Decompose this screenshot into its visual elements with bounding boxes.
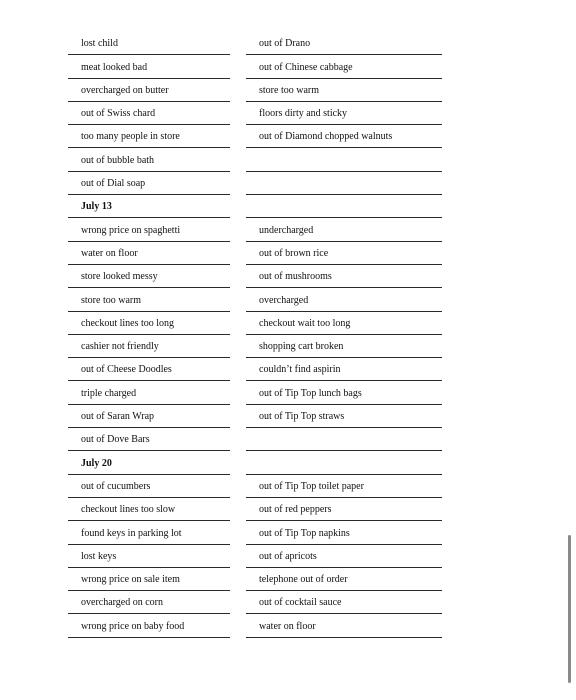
table-row <box>68 614 442 637</box>
left-column-cell <box>68 521 230 544</box>
left-column-cell <box>68 288 230 311</box>
left-column-cell <box>68 312 230 335</box>
right-column-cell <box>246 568 442 591</box>
left-column-cell <box>68 545 230 568</box>
left-column-cell <box>68 428 230 451</box>
right-column-cell <box>246 55 442 78</box>
right-column-text: shopping cart broken <box>259 341 344 353</box>
table-row <box>68 545 442 568</box>
right-column-cell <box>246 335 442 358</box>
right-column-cell <box>246 545 442 568</box>
left-column-text: wrong price on baby food <box>81 620 185 632</box>
left-column-cell <box>68 614 230 637</box>
table-row <box>68 358 442 381</box>
right-column-cell <box>246 242 442 265</box>
table-row <box>68 381 442 404</box>
left-column-text: wrong price on spaghetti <box>81 224 181 236</box>
right-column-cell <box>246 102 442 125</box>
left-column-text: wrong price on sale item <box>81 574 180 586</box>
left-column-text: checkout lines too slow <box>81 504 176 516</box>
right-column-text: out of red peppers <box>259 504 332 516</box>
table-row <box>68 125 442 148</box>
right-column-cell <box>246 381 442 404</box>
date-heading-cell <box>68 195 230 218</box>
date-heading-row <box>68 195 442 218</box>
left-column-cell <box>68 265 230 288</box>
table-row <box>68 498 442 521</box>
right-column-text: out of Tip Top toilet paper <box>259 480 364 492</box>
left-column-text: out of Dial soap <box>81 178 146 190</box>
table-row <box>68 172 442 195</box>
right-column-cell <box>246 172 442 195</box>
right-column-text: floors dirty and sticky <box>259 108 348 120</box>
left-column-text: out of Cheese Doodles <box>81 364 172 376</box>
left-column-cell <box>68 102 230 125</box>
table-row <box>68 405 442 428</box>
left-column-text: triple charged <box>81 387 137 399</box>
left-column-text: overcharged on butter <box>81 84 169 96</box>
table-row <box>68 335 442 358</box>
left-column-cell <box>68 172 230 195</box>
vertical-scrollbar[interactable] <box>568 535 571 683</box>
right-column-cell <box>246 451 442 474</box>
left-column-text: cashier not friendly <box>81 341 159 353</box>
right-column-text: water on floor <box>259 620 316 632</box>
table-row <box>68 288 442 311</box>
right-column-text: out of brown rice <box>259 247 329 259</box>
right-column-text: store too warm <box>259 84 319 96</box>
right-column-cell <box>246 148 442 171</box>
left-column-cell <box>68 405 230 428</box>
left-column-cell <box>68 148 230 171</box>
right-column-text: out of Tip Top lunch bags <box>259 387 362 399</box>
left-column-text: meat looked bad <box>81 61 148 73</box>
right-column-cell <box>246 218 442 241</box>
left-column-cell <box>68 591 230 614</box>
right-column-text: out of mushrooms <box>259 271 332 283</box>
left-column-cell <box>68 79 230 102</box>
table-row <box>68 79 442 102</box>
right-column-cell <box>246 591 442 614</box>
left-column-text: out of Dove Bars <box>81 434 150 446</box>
right-column-cell <box>246 195 442 218</box>
right-column-cell <box>246 405 442 428</box>
left-column-text: too many people in store <box>81 131 180 143</box>
right-column-cell <box>246 428 442 451</box>
left-column-text: store too warm <box>81 294 141 306</box>
left-column-text: lost keys <box>81 550 117 562</box>
table-row <box>68 568 442 591</box>
left-column-cell <box>68 55 230 78</box>
complaint-table <box>68 32 442 638</box>
left-column-text: store looked messy <box>81 271 158 283</box>
table-row <box>68 102 442 125</box>
date-heading-text: July 13 <box>81 201 112 213</box>
left-column-cell <box>68 125 230 148</box>
left-column-cell <box>68 242 230 265</box>
left-column-text: found keys in parking lot <box>81 527 182 539</box>
right-column-cell <box>246 125 442 148</box>
left-column-cell <box>68 498 230 521</box>
right-column-text: couldn’t find aspirin <box>259 364 341 376</box>
right-column-cell <box>246 521 442 544</box>
right-column-text: checkout wait too long <box>259 317 351 329</box>
left-column-cell <box>68 358 230 381</box>
right-column-cell <box>246 32 442 55</box>
right-column-cell <box>246 288 442 311</box>
table-row <box>68 591 442 614</box>
right-column-text: out of cocktail sauce <box>259 597 342 609</box>
left-column-cell <box>68 335 230 358</box>
right-column-cell <box>246 614 442 637</box>
left-column-text: out of cucumbers <box>81 480 151 492</box>
left-column-cell <box>68 381 230 404</box>
left-column-text: out of Saran Wrap <box>81 411 155 423</box>
right-column-text: overcharged <box>259 294 309 306</box>
table-row <box>68 242 442 265</box>
left-column-cell <box>68 218 230 241</box>
table-row <box>68 312 442 335</box>
table-row <box>68 265 442 288</box>
left-column-text: overcharged on corn <box>81 597 164 609</box>
right-column-text: undercharged <box>259 224 314 236</box>
left-column-text: out of Swiss chard <box>81 108 156 120</box>
right-column-text: out of Diamond chopped walnuts <box>259 131 393 143</box>
left-column-cell <box>68 32 230 55</box>
right-column-cell <box>246 312 442 335</box>
right-column-text: out of Tip Top straws <box>259 411 345 423</box>
table-row <box>68 475 442 498</box>
table-row <box>68 55 442 78</box>
right-column-cell <box>246 498 442 521</box>
left-column-text: water on floor <box>81 247 138 259</box>
date-heading-row <box>68 451 442 474</box>
right-column-text: out of apricots <box>259 550 317 562</box>
table-row <box>68 428 442 451</box>
left-column-text: lost child <box>81 38 118 50</box>
right-column-cell <box>246 265 442 288</box>
left-column-cell <box>68 475 230 498</box>
right-column-cell <box>246 358 442 381</box>
right-column-cell <box>246 79 442 102</box>
date-heading-cell <box>68 451 230 474</box>
right-column-text: telephone out of order <box>259 574 348 586</box>
left-column-cell <box>68 568 230 591</box>
right-column-text: out of Chinese cabbage <box>259 61 353 73</box>
table-row <box>68 218 442 241</box>
right-column-text: out of Tip Top napkins <box>259 527 350 539</box>
right-column-text: out of Drano <box>259 38 311 50</box>
left-column-text: checkout lines too long <box>81 317 175 329</box>
right-column-cell <box>246 475 442 498</box>
left-column-text: out of bubble bath <box>81 154 155 166</box>
table-row <box>68 148 442 171</box>
date-heading-text: July 20 <box>81 457 112 469</box>
table-row <box>68 521 442 544</box>
table-row <box>68 32 442 55</box>
